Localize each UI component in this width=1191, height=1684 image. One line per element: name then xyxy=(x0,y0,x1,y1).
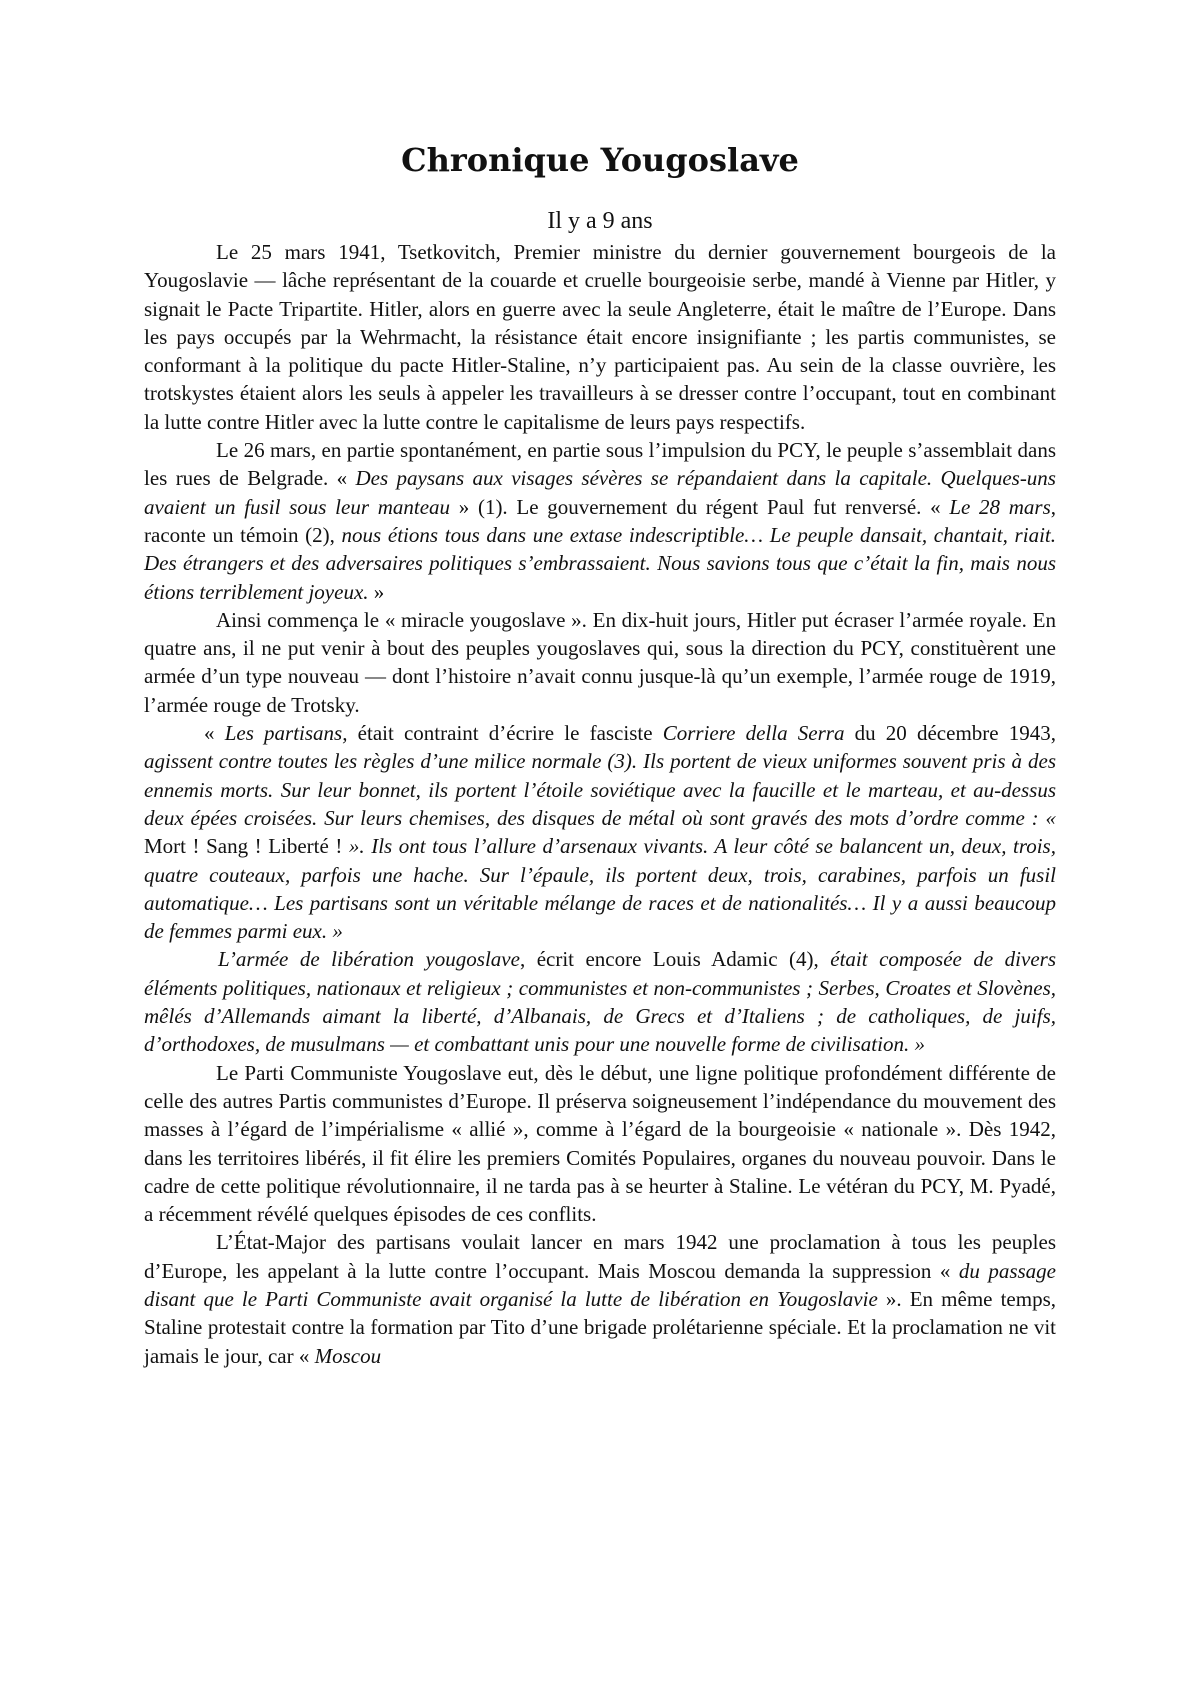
paragraph-1: Le 25 mars 1941, Tsetkovitch, Premier ministre du dernier gouvernement bourgeois de la Yougoslavie — lâche représentant de la couarde et cruelle bourgeoisie serbe, mandé à Vienne par Hitler, y signait le Pacte Tripartite. Hitler, alors en guerre avec la seule Angleterre, était le maître de l’Europe. Dans les pays occupés par la Wehrmacht, la résistance était encore insignifiante ; les partis communistes, se conformant à la politique du pacte Hitler-Staline, n’y participaient pas. Au sein de la classe ouvrière, les trotskystes étaient alors les seuls à appeler les travailleurs à se dresser contre l’occupant, tout en combinant la lutte contre Hitler avec la lutte contre le capitalisme de leurs pays respectifs. xyxy=(144,240,1056,434)
paragraph-5-text: , écrit encore Louis Adamic (4), xyxy=(519,947,831,972)
paragraph-3: Ainsi commença le « miracle yougoslave ». En dix-huit jours, Hitler put écraser l’armée royale. En quatre ans, il ne put venir à bout des peuples yougoslaves qui, sous la direction du PCY, constituèrent une armée d’un type nouveau — dont l’histoire n’avait connu jusque-là qu’un exemple, l’armée rouge de 1919, l’armée rouge de Trotsky. xyxy=(144,607,1056,717)
paragraph-2-text: Le 26 mars, en partie spontanément, en partie sous l’impulsion du PCY, le peuple s’assemblait dans les rues de Belgrade. « xyxy=(144,438,1056,491)
paragraph-4-quote: Les partisans, xyxy=(224,721,348,746)
paragraph-7-text: ». En même temps, Staline protestait contre la formation par Tito d’une brigade prolétarienne spéciale. Et la proclamation ne vit jamais le jour, car « xyxy=(144,1286,1056,1368)
paragraph-4-quote: agissent contre toutes les règles d’une milice normale (3). Ils portent de vieux uniformes souvent pris à des ennemis morts. Sur leur bonnet, ils portent l’étoile soviétique avec la faucille et le marteau, et au-dessus deux épées croisées. Sur leurs chemises, des disques de métal où sont gravés des mots d’ordre comme : « xyxy=(144,749,1056,830)
paragraph-2 xyxy=(144,436,1056,606)
paragraph-2-text: , raconte un témoin (2), xyxy=(144,494,1057,547)
paragraph-2-text: » (1). Le gouvernement du régent Paul fut renversé. « xyxy=(450,494,950,519)
document-page xyxy=(144,140,1056,1370)
paragraph-2-quote: Le 28 mars xyxy=(949,494,1051,519)
paragraph-7-quote: du passage disant que le Parti Communiste avait organisé la lutte de libération en Yougoslavie xyxy=(144,1258,1056,1311)
paragraph-7 xyxy=(144,1228,1056,1369)
paragraph-5 xyxy=(144,945,1056,1058)
paragraph-4-text: était contraint d’écrire le fasciste xyxy=(347,721,663,746)
paragraph-6: Le Parti Communiste Yougoslave eut, dès le début, une ligne politique profondément différente de celle des autres Partis communistes d’Europe. Il préserva soigneusement l’indépendance du mouvement des masses à l’égard de l’impérialisme « allié », comme à l’égard de la bourgeoisie « nationale ». Dès 1942, dans les territoires libérés, il fit élire les premiers Comités Populaires, organes du nouveau pouvoir. Dans le cadre de cette politique révolutionnaire, il ne tarda pas à se heurter à Staline. Le vétéran du PCY, M. Pyadé, a récemment révélé quelques épisodes de ces conflits. xyxy=(144,1060,1056,1227)
section-subtitle: Il y a 9 ans xyxy=(547,208,653,234)
paragraph-4-newspaper: Corriere della Serra xyxy=(662,721,845,746)
paragraph-4-text: « xyxy=(204,721,225,746)
paragraph-5-quote: était composée de divers éléments politiques, nationaux et religieux ; communistes et non-communistes ; Serbes, Croates et Slovènes, mêlés d’Allemands aimant la liberté, d’Albanais, de Grecs et d’Italiens ; de catholiques, de juifs, d’orthodoxes, de musulmans — et combattant unis pour une nouvelle forme de civilisation. » xyxy=(144,947,1056,1057)
paragraph-2-text: » xyxy=(368,579,385,604)
paragraph-2-quote: Des paysans aux visages sévères se répandaient dans la capitale. Quelques-uns avaient un fusil sous leur manteau xyxy=(144,466,1056,519)
paragraph-4-quote: ». Ils ont tous l’allure d’arsenaux vivants. A leur côté se balancent un, deux, trois, quatre couteaux, parfois une hache. Sur l’épaule, ils portent deux, trois, carabines, parfois un fusil automatique… Les partisans sont un véritable mélange de races et de nationalités… Il y a aussi beaucoup de femmes parmi eux. » xyxy=(144,834,1056,944)
paragraph-4-text: du 20 décembre 1943, xyxy=(844,721,1057,746)
paragraph-4 xyxy=(144,719,1056,945)
paragraph-4-slogan: Mort ! Sang ! Liberté ! xyxy=(144,834,343,859)
paragraph-5-quote: L’armée de libération yougoslave xyxy=(218,947,520,972)
paragraph-7-text: L’État-Major des partisans voulait lancer en mars 1942 une proclamation à tous les peuples d’Europe, les appelant à la lutte contre l’occupant. Mais Moscou demanda la suppression « xyxy=(144,1230,1056,1283)
paragraph-2-quote: nous étions tous dans une extase indescriptible… Le peuple dansait, chantait, riait. Des étrangers et des adversaires politiques s’embrassaient. Nous savions tous que c’était la fin, mais nous étions terriblement joyeux. xyxy=(144,522,1056,604)
document-title: Chronique Yougoslave xyxy=(401,141,799,179)
paragraph-7-quote: Moscou xyxy=(314,1343,382,1368)
